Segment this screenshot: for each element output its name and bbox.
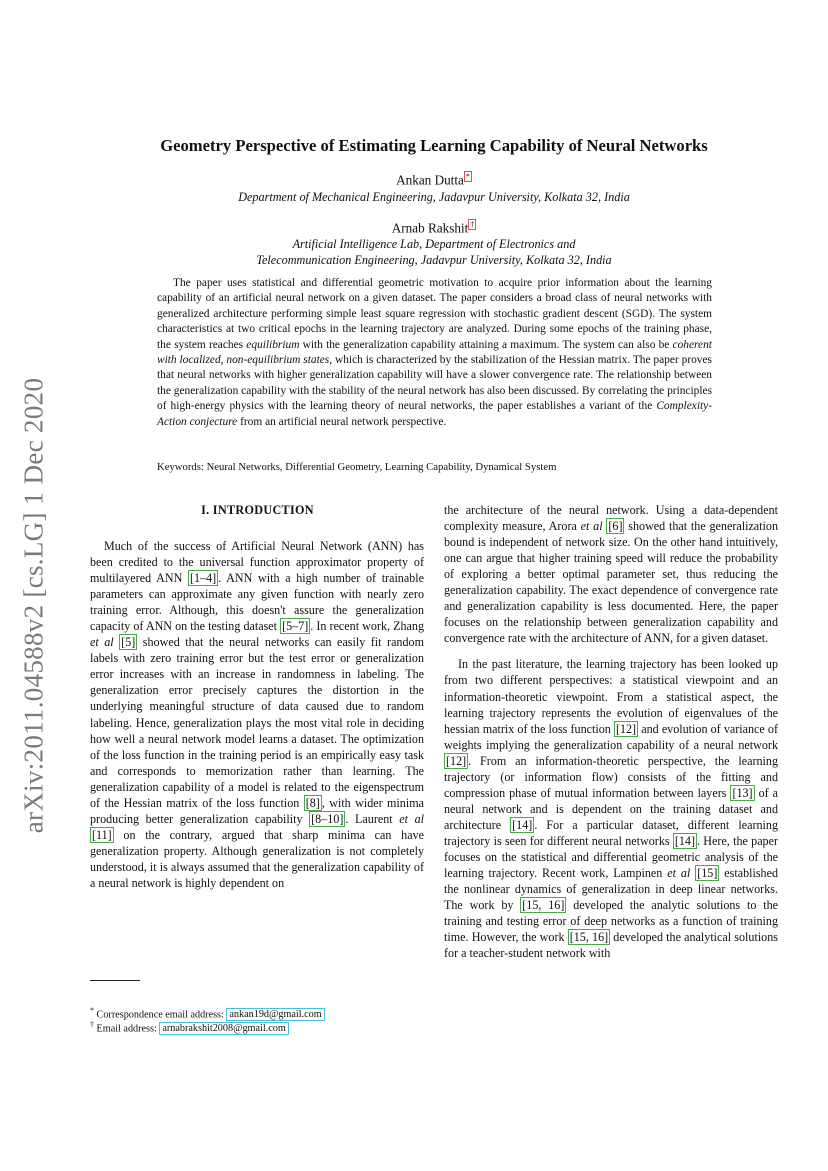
abstract-emphasis-3: Complexity-Action conjecture <box>157 400 712 428</box>
text-run: In the past literature, the learning trajectory has been looked up from two different perspectives: a statistical viewpoint and an information-theoretic viewpoint. From a statistical aspect, the learning trajectory represents the evolution of eigenvalues of the hessian matrix of the loss function <box>444 657 778 736</box>
text-run: showed that the generalization bound is independent of network size. On the other hand intuitively, one can argue that higher training speed will reduce the probability of exploring a better optimal parameter set, thus reducing the generalization capability. The exact dependence of convergence rate and generalization capability is less documented. Here, the paper focuses on the relationship between generalization capability and convergence rate with the architecture of ANN, for a given dataset. <box>444 519 778 646</box>
text-run: . From an information-theoretic perspective, the learning trajectory (or information flow) consists of the fitting and compression phase of mutual information between layers <box>444 753 778 800</box>
abstract-emphasis-2: coherent with localized, non-equilibrium states <box>157 338 712 367</box>
citation-link[interactable]: [12] <box>446 753 467 768</box>
abstract-text-3: , which is characterized by the stabilization of the Hessian matrix. The paper proves that neural networks with higher generalization capability will have a slower convergence rate. The relationship between the generalization capability with the stability of the neural network has also been discussed. By correlating the principles of high-energy physics with the learning theory of neural networks, the paper establishes a variant of the <box>157 354 712 413</box>
citation-link[interactable]: [5] <box>121 635 136 650</box>
text-run: . ANN with a high number of trainable parameters can approximate any given function with nearly zero training error. Although, this doesn't assure the generalization capacity of ANN on the testing dataset <box>90 571 424 634</box>
citation-link[interactable]: [6] <box>608 519 623 534</box>
abstract-text-1: The paper uses statistical and differential geometric motivation to acquire prior information about the learning capability of an artificial neural network on a given dataset. The paper considers a broad class of neural networks with generalized architecture performing simple least square regression with stochastic gradient descent (SGD). The system characteristics at two critical epochs in the learning trajectory are analyzed. During some epochs of the training phase, the system reaches <box>157 277 712 351</box>
text-run: . For a particular dataset, different learning trajectory is seen for different neural networks <box>444 817 778 848</box>
text-run: on the contrary, argued that sharp minima can have generalization property. Although generalization is not completely understood, it is always assumed that the generalization capability of a neural network is highly dependent on <box>90 827 424 890</box>
abstract-text-4: from an artificial neural network perspective. <box>237 415 447 428</box>
citation-link[interactable]: [11] <box>92 827 112 842</box>
citation-link[interactable]: [8] <box>305 795 320 810</box>
text-run: . In recent work, Zhang <box>310 619 424 634</box>
text-run: developed the analytical solutions for a teacher-student network with <box>444 930 778 961</box>
author-2-affiliation <box>100 236 768 268</box>
text-run: . Laurent <box>345 811 400 826</box>
citation-link[interactable]: [5–7] <box>282 619 309 634</box>
footnote-1-label: Correspondence email address: <box>96 1009 227 1021</box>
author-1-name: Ankan Dutta <box>396 172 464 188</box>
left-column <box>90 538 424 891</box>
citation-link[interactable]: [14] <box>674 833 696 848</box>
emphasis-text: et al <box>667 866 691 881</box>
citation-link[interactable]: [15, 16] <box>522 898 565 913</box>
right-column <box>444 502 778 961</box>
footnote-1-mark: * <box>90 1006 94 1015</box>
text-run: established the nonlinear dynamics of generalization in deep linear networks. The work by <box>444 866 779 913</box>
text-run: , with wider minima producing better generalization capability <box>90 795 424 826</box>
abstract <box>157 276 712 430</box>
arxiv-identifier-text: arXiv:2011.04588v2 [cs.LG] 1 Dec 2020 <box>18 377 49 833</box>
emphasis-text: et al <box>580 519 603 534</box>
intro-paragraph-1 <box>90 538 424 891</box>
author-2-footnote-link[interactable]: † <box>470 220 475 229</box>
footnote-1 <box>90 1006 325 1020</box>
author-1-affiliation: Department of Mechanical Engineering, Jadavpur University, Kolkata 32, India <box>238 190 630 204</box>
abstract-emphasis-1: equilibrium <box>246 338 300 351</box>
citation-link[interactable]: [12] <box>615 721 637 736</box>
author-1-footnote-link[interactable]: * <box>465 172 470 181</box>
footnote-2-mark: † <box>90 1020 94 1029</box>
author-2-affiliation-line-2: Telecommunication Engineering, Jadavpur University, Kolkata 32, India <box>256 253 612 267</box>
citation-link[interactable]: [15] <box>697 866 718 881</box>
keywords: Keywords: Neural Networks, Differential Geometry, Learning Capability, Dynamical System <box>157 461 557 473</box>
author-2 <box>100 220 768 236</box>
footnote-2-email-link[interactable]: arnabrakshit2008@gmail.com <box>159 1022 288 1035</box>
text-run: . Here, the paper focuses on the statistical and differential geometric analysis of the learning trajectory. Recent work, Lampinen <box>444 833 779 881</box>
emphasis-text: et al <box>90 635 114 650</box>
intro-paragraph-2 <box>444 656 778 961</box>
text-run: the architecture of the neural network. Using a data-dependent complexity measure, Arora <box>444 503 778 534</box>
citation-link[interactable]: [1–4] <box>189 571 217 586</box>
text-run: developed the analytic solutions to the training and testing error of deep networks as a function of training time. However, the work <box>444 898 778 945</box>
text-run: Much of the success of Artificial Neural Network (ANN) has been credited to the universal function approximator property of multilayered ANN <box>90 539 424 586</box>
footnote-2 <box>90 1020 289 1034</box>
text-run: and evolution of variance of weights implying the generalization capability of a neural network <box>444 721 778 752</box>
footnote-1-email-link[interactable]: ankan19d@gmail.com <box>226 1008 324 1021</box>
author-2-name: Arnab Rakshit <box>391 220 469 236</box>
author-2-affiliation-line-1: Artificial Intelligence Lab, Department of Electronics and <box>292 237 576 251</box>
footnote-divider <box>90 980 140 981</box>
arxiv-identifier-stamp <box>16 370 52 840</box>
abstract-text-2: with the generalization capability attaining a maximum. The system can also be <box>299 338 673 351</box>
citation-link[interactable]: [14] <box>512 817 533 832</box>
citation-link[interactable]: [13] <box>732 785 753 800</box>
text-run: of a neural network and is dependent on the training dataset and architecture <box>444 785 778 832</box>
section-heading-introduction: I. INTRODUCTION <box>201 503 314 517</box>
emphasis-text: et al <box>399 811 424 826</box>
text-run: showed that the neural networks can easily fit random labels with zero training error but the test error or generalization error increases with an increase in randomness in labeling. The generalization error precisely captures the distortion in the underlying meaningful structure of data caused due to random labeling. Hence, generalization plays the most vital role in deciding how well a neural network model learns a dataset. The optimization of the loss function in the training period is an empirically easy task and corresponds to memorization rather than learning. The generalization capability of a model is related to the eigenspectrum of the Hessian matrix of the loss function <box>90 635 424 810</box>
citation-link[interactable]: [8–10] <box>311 811 344 826</box>
intro-paragraph-1-continued <box>444 502 778 646</box>
author-1 <box>100 172 768 188</box>
paper-title: Geometry Perspective of Estimating Learning Capability of Neural Networks <box>160 136 708 155</box>
citation-link[interactable]: [15, 16] <box>569 930 609 945</box>
footnote-2-label: Email address: <box>96 1023 160 1035</box>
